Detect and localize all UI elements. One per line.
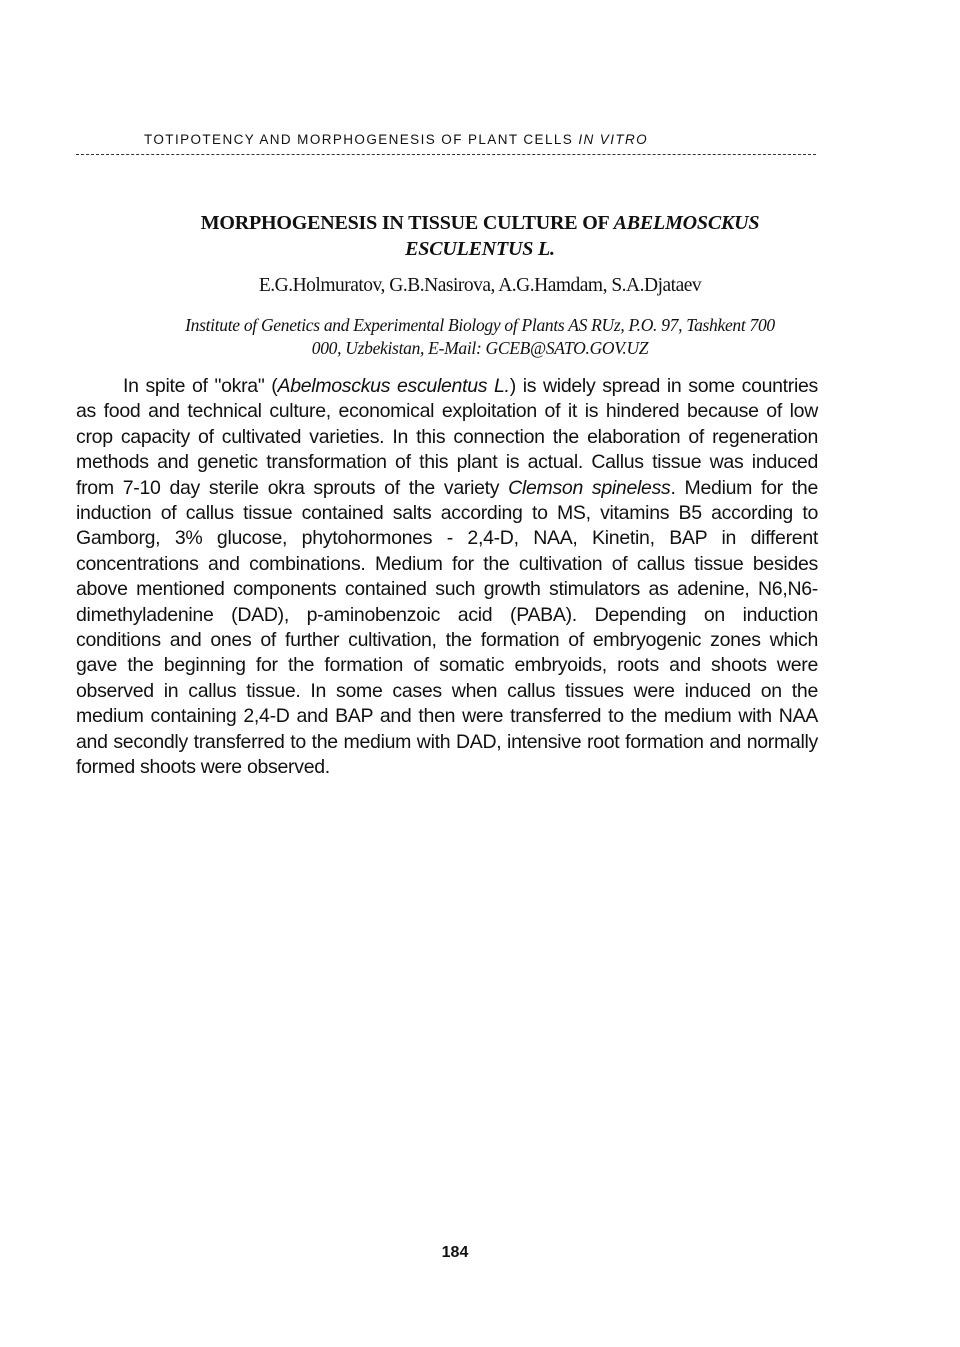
running-header-main: TOTIPOTENCY AND MORPHOGENESIS OF PLANT CELLS <box>144 132 579 147</box>
running-header <box>76 130 816 155</box>
affiliation-line1: Institute of Genetics and Experimental Biology of Plants AS RUz, P.O. 97, Tashkent 700 <box>185 315 775 335</box>
article-title <box>80 210 880 262</box>
abstract-species-name: Abelmosckus esculentus L. <box>277 375 510 397</box>
authors: E.G.Holmuratov, G.B.Nasirova, A.G.Hamdam, S.A.Djataev <box>258 275 702 296</box>
abstract-body <box>76 374 818 781</box>
abstract-text-3: . Medium for the induction of callus tissue contained salts according to MS, vitamins B5 according to Gamborg, 3% glucose, phytohormones - 2,4-D, NAA, Kinetin, BAP in different concentrations and combinations. Medium for the cultivation of callus tissue besides above mentioned components contained such growth stimulators as adenine, N6,N6-dimethyladenine (DAD), p-aminobenzoic acid (PABA). Depending on induction conditions and ones of further cultivation, the formation of embryogenic zones which gave the beginning for the formation of somatic embryoids, roots and shoots were observed in callus tissue. In some cases when callus tissues were induced on the medium containing 2,4-D and BAP and then were transferred to the medium with NAA and secondly transferred to the medium with DAD, intensive root formation and normally formed shoots were observed. <box>76 476 818 779</box>
title-main: MORPHOGENESIS IN TISSUE CULTURE OF <box>200 212 614 234</box>
running-header-text <box>144 132 648 147</box>
running-header-italic: IN VITRO <box>578 132 649 147</box>
title-species-line2: ESCULENTUS L. <box>405 238 555 260</box>
page-number: 184 <box>441 1244 469 1261</box>
abstract-text-2: ) is widely spread in some countries as food and technical culture, economical exploitation of it is hindered because of low crop capacity of cultivated varieties. In this connection the elaboration of regeneration methods and genetic transformation of this plant is actual. Callus tissue was induced from 7-10 day sterile okra sprouts of the variety <box>76 375 818 499</box>
abstract-variety-name: Clemson spineless <box>508 476 671 499</box>
title-species-line1: ABELMOSCKUS <box>613 212 760 234</box>
abstract-paragraph <box>76 374 818 781</box>
abstract-text-1: In spite of "okra" ( <box>123 375 278 397</box>
affiliation-line2: 000, Uzbekistan, E-Mail: GCEB@SATO.GOV.UZ <box>311 338 649 358</box>
affiliation <box>80 314 880 360</box>
